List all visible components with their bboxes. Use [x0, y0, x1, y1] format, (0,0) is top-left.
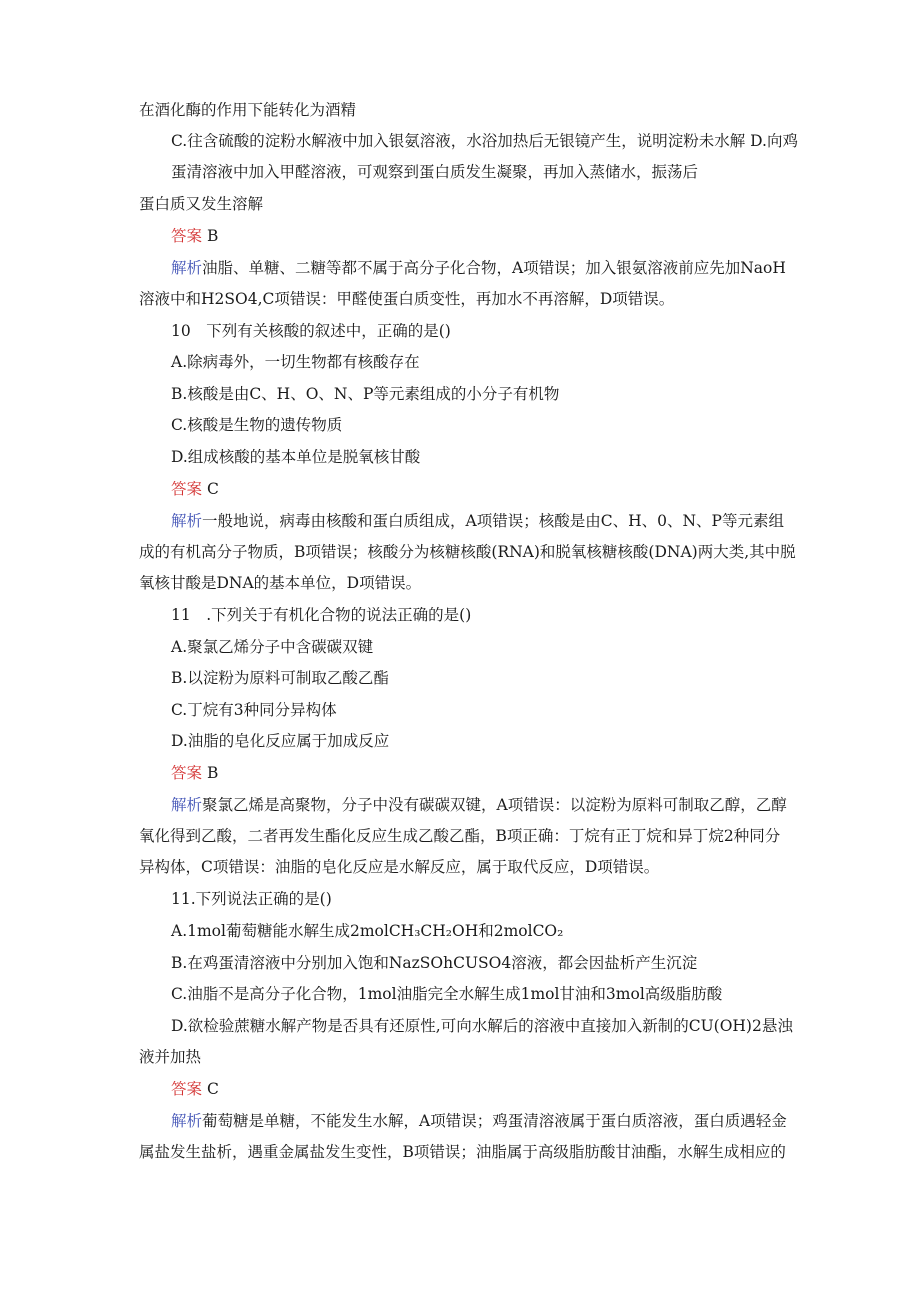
- explanation-line: [171, 511, 784, 531]
- text-line: 氧化得到乙酸，二者再发生酯化反应生成乙酸乙酯，B项正确：丁烷有正丁烷和异丁烷2种同分: [139, 827, 781, 845]
- option-b: B.核酸是由C、H、O、N、P等元素组成的小分子有机物: [171, 385, 560, 403]
- option-d: D.油脂的皂化反应属于加成反应: [171, 732, 390, 750]
- option-b: B.以淀粉为原料可制取乙酸乙酯: [171, 669, 389, 687]
- explanation-text: 聚氯乙烯是高聚物，分子中没有碳碳双键，A项错误：以淀粉为原料可制取乙醇，乙醇: [202, 796, 787, 814]
- text-line: 蛋白质又发生溶解: [139, 195, 264, 213]
- explanation-text: 一般地说，病毒由核酸和蛋白质组成，A项错误；核酸是由C、H、0、N、P等元素组: [202, 512, 784, 530]
- answer-label: 答案: [171, 764, 203, 782]
- option-c: C.油脂不是高分子化合物，1mol油脂完全水解生成1mol甘油和3mol高级脂肪酸: [171, 985, 723, 1003]
- answer-value: B: [206, 764, 219, 782]
- answer-value: B: [206, 227, 219, 245]
- text-line: 溶液中和H2SO4,C项错误：甲醛使蛋白质变性，再加水不再溶解，D项错误。: [139, 290, 675, 308]
- question-title: 10 下列有关核酸的叙述中，正确的是(): [171, 322, 451, 340]
- option-a: A.除病毒外，一切生物都有核酸存在: [171, 353, 420, 371]
- option-a: A.聚氯乙烯分子中含碳碳双键: [171, 638, 374, 656]
- answer-label: 答案: [171, 480, 203, 498]
- text-line: 氧核甘酸是DNA的基本单位，D项错误。: [139, 574, 422, 592]
- answer-line: [171, 1079, 219, 1099]
- text-line: 蛋清溶液中加入甲醛溶液，可观察到蛋白质发生凝聚，再加入蒸储水，振荡后: [171, 163, 699, 181]
- option-d: D.欲检验蔗糖水解产物是否具有还原性,可向水解后的溶液中直接加入新制的CU(OH)2悬浊: [171, 1017, 793, 1035]
- explanation-label: 解析: [171, 512, 203, 530]
- question-title: 11.下列说法正确的是(): [171, 890, 332, 908]
- option-a: A.1mol葡萄糖能水解生成2molCH₃CH₂OH和2molCO₂: [171, 922, 564, 940]
- text-line: 液并加热: [139, 1048, 202, 1066]
- question-title: 11 .下列关于有机化合物的说法正确的是(): [171, 606, 472, 624]
- explanation-text: 油脂、单糖、二糖等都不属于高分子化合物，A项错误；加入银氨溶液前应先加NaoH: [202, 259, 786, 277]
- text-line: 成的有机高分子物质，B项错误；核酸分为核糖核酸(RNA)和脱氧核糖核酸(DNA)两大类,其中脱: [139, 543, 796, 561]
- option-d: D.组成核酸的基本单位是脱氧核甘酸: [171, 448, 421, 466]
- answer-line: [171, 479, 219, 499]
- explanation-text: 葡萄糖是单糖，不能发生水解，A项错误；鸡蛋清溶液属于蛋白质溶液，蛋白质遇轻金: [202, 1112, 787, 1130]
- answer-line: [171, 763, 218, 783]
- text-line: 属盐发生盐析，遇重金属盐发生变性，B项错误；油脂属于高级脂肪酸甘油酯，水解生成相应的: [139, 1143, 786, 1161]
- option-c: C.核酸是生物的遗传物质: [171, 416, 343, 434]
- explanation-label: 解析: [171, 259, 203, 277]
- text-line: C.往含硫酸的淀粉水解液中加入银氨溶液，水浴加热后无银镜产生，说明淀粉未水解 D.向鸡: [171, 132, 798, 150]
- text-line: 在酒化酶的作用下能转化为酒精: [139, 101, 357, 119]
- explanation-label: 解析: [171, 1112, 203, 1130]
- option-b: B.在鸡蛋清溶液中分别加入饱和NazSOhCUSO4溶液，都会因盐析产生沉淀: [171, 954, 698, 972]
- answer-value: C: [206, 480, 219, 498]
- option-c: C.丁烷有3种同分异构体: [171, 701, 337, 719]
- explanation-line: [171, 1111, 787, 1131]
- answer-line: [171, 226, 218, 246]
- explanation-label: 解析: [171, 796, 203, 814]
- text-line: 异构体，C项错误：油脂的皂化反应是水解反应，属于取代反应，D项错误。: [139, 858, 660, 876]
- explanation-line: [171, 795, 787, 815]
- answer-value: C: [206, 1080, 219, 1098]
- answer-label: 答案: [171, 227, 203, 245]
- explanation-line: [171, 258, 786, 278]
- answer-label: 答案: [171, 1080, 203, 1098]
